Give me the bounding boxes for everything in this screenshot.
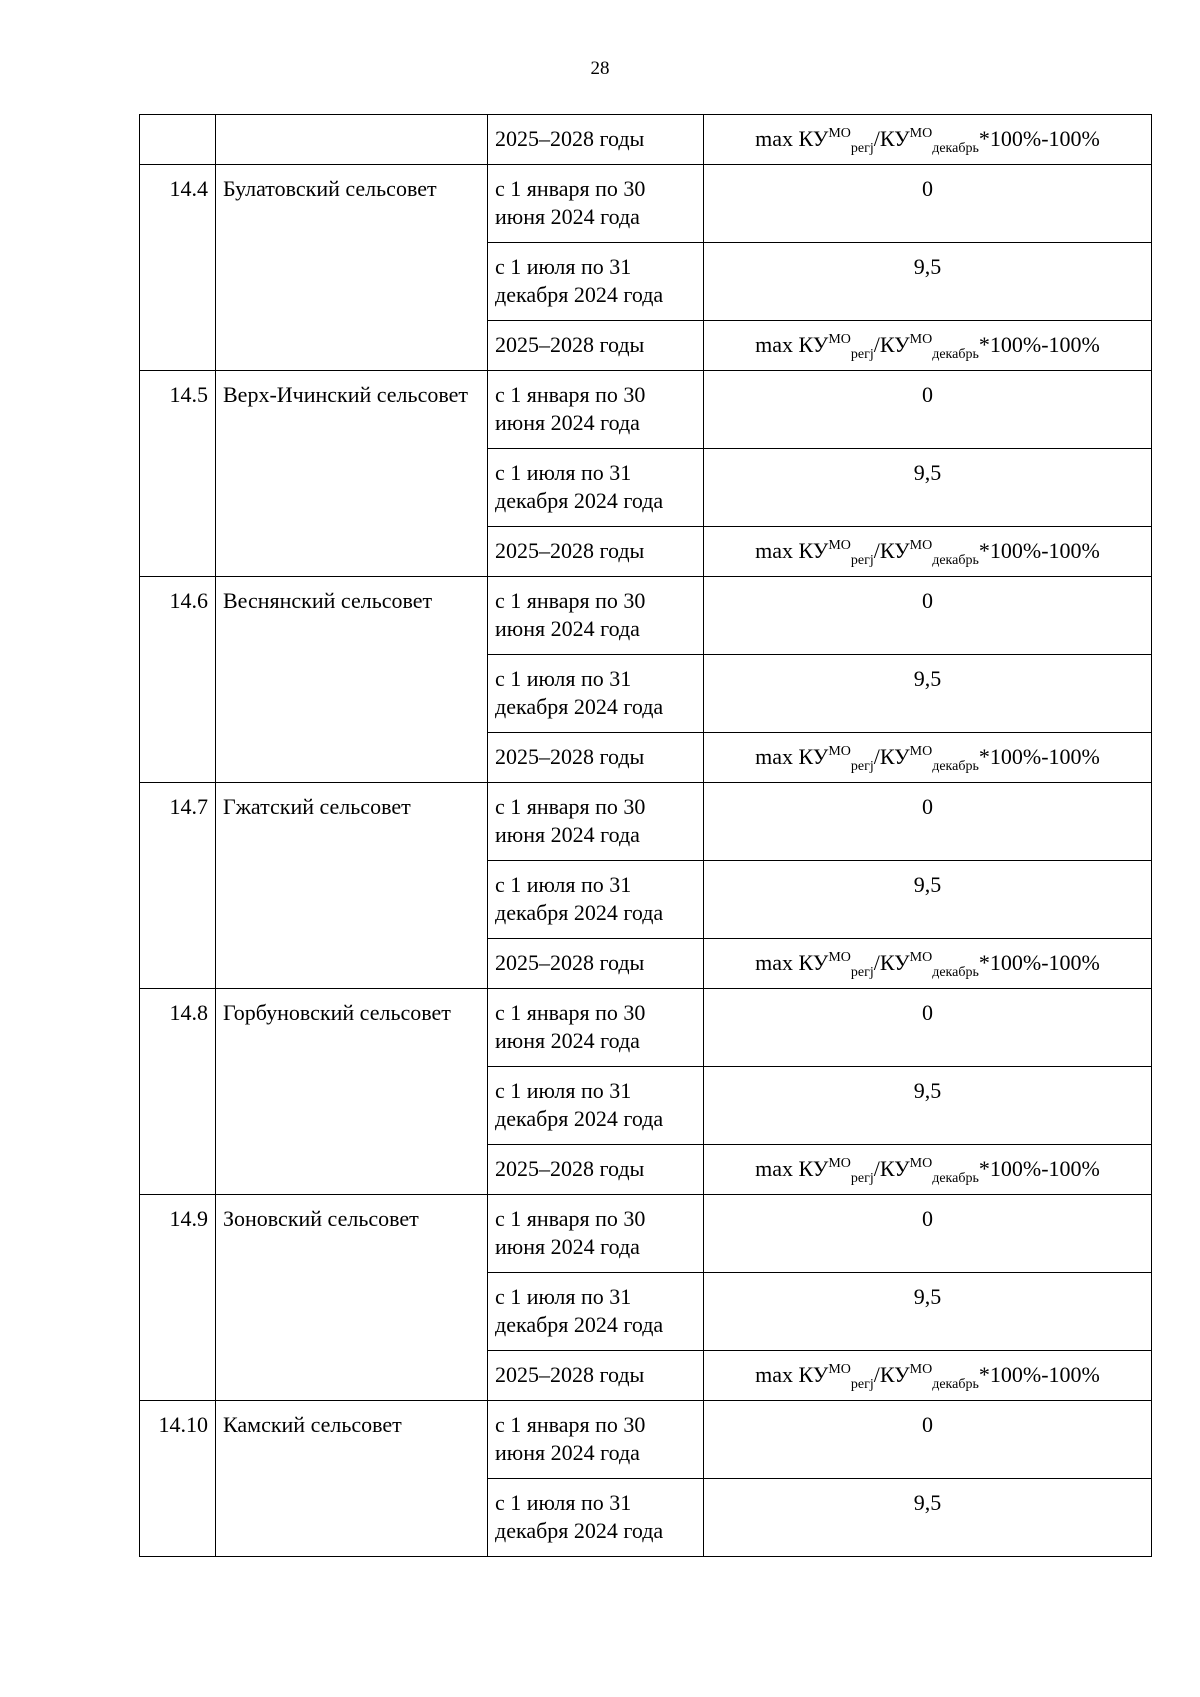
cell-settlement: Булатовский сельсовет <box>216 165 488 371</box>
table-row <box>140 577 1152 655</box>
cell-period: с 1 января по 30 июня 2024 года <box>488 783 704 861</box>
table-row <box>140 1401 1152 1479</box>
formula-divider: /КУ <box>873 1156 910 1181</box>
formula-sub-dec: декабрь <box>932 141 979 156</box>
cell-number: 14.9 <box>140 1195 216 1401</box>
formula-sup-mo: МО <box>828 744 851 759</box>
cell-settlement <box>216 115 488 165</box>
formula-sub-reg: регj <box>850 965 874 980</box>
formula-sub-reg: регj <box>850 553 874 568</box>
cell-period: с 1 июля по 31 декабря 2024 года <box>488 1067 704 1145</box>
formula-sup-mo: МО <box>909 1156 933 1171</box>
formula-sub-reg: регj <box>850 759 874 774</box>
cell-period: 2025–2028 годы <box>488 733 704 783</box>
cell-value: 9,5 <box>704 1479 1152 1557</box>
formula-divider: /КУ <box>873 950 910 975</box>
formula-sub-dec: декабрь <box>932 759 979 774</box>
cell-formula <box>704 115 1152 165</box>
cell-number: 14.5 <box>140 371 216 577</box>
cell-value: 9,5 <box>704 243 1152 321</box>
cell-number: 14.7 <box>140 783 216 989</box>
formula-suffix: *100%-100% <box>978 1362 1100 1387</box>
formula-sup-mo: МО <box>828 1362 851 1377</box>
cell-period: 2025–2028 годы <box>488 321 704 371</box>
formula-sub-reg: регj <box>850 1171 874 1186</box>
cell-value: 9,5 <box>704 1273 1152 1351</box>
formula-divider: /КУ <box>873 1362 910 1387</box>
cell-value: 9,5 <box>704 655 1152 733</box>
cell-period: с 1 января по 30 июня 2024 года <box>488 1401 704 1479</box>
cell-settlement: Гжатский сельсовет <box>216 783 488 989</box>
formula-prefix: max КУ <box>755 126 829 151</box>
cell-number: 14.4 <box>140 165 216 371</box>
formula-sup-mo: МО <box>909 332 933 347</box>
formula-suffix: *100%-100% <box>978 1156 1100 1181</box>
formula-sup-mo: МО <box>828 538 851 553</box>
cell-period: 2025–2028 годы <box>488 1145 704 1195</box>
cell-period: 2025–2028 годы <box>488 527 704 577</box>
formula-sup-mo: МО <box>909 1362 933 1377</box>
formula-prefix: max КУ <box>755 332 829 357</box>
cell-period: 2025–2028 годы <box>488 939 704 989</box>
formula-sup-mo: МО <box>828 332 851 347</box>
table-row <box>140 371 1152 449</box>
cell-settlement: Верх-Ичинский сельсовет <box>216 371 488 577</box>
table-row <box>140 989 1152 1067</box>
cell-formula <box>704 321 1152 371</box>
cell-period: с 1 июля по 31 декабря 2024 года <box>488 449 704 527</box>
cell-formula <box>704 733 1152 783</box>
formula-sub-dec: декабрь <box>932 553 979 568</box>
cell-period: с 1 июля по 31 декабря 2024 года <box>488 861 704 939</box>
formula-divider: /КУ <box>873 538 910 563</box>
formula-sup-mo: МО <box>828 126 851 141</box>
cell-value: 0 <box>704 371 1152 449</box>
cell-value: 0 <box>704 1195 1152 1273</box>
cell-value: 9,5 <box>704 1067 1152 1145</box>
cell-formula <box>704 1145 1152 1195</box>
cell-settlement: Зоновский сельсовет <box>216 1195 488 1401</box>
cell-period: с 1 января по 30 июня 2024 года <box>488 1195 704 1273</box>
formula-sub-reg: регj <box>850 347 874 362</box>
formula-sub-dec: декабрь <box>932 1377 979 1392</box>
formula-prefix: max КУ <box>755 1156 829 1181</box>
cell-formula <box>704 939 1152 989</box>
formula-prefix: max КУ <box>755 538 829 563</box>
formula-sup-mo: МО <box>909 126 933 141</box>
formula-sub-reg: регj <box>850 141 874 156</box>
formula-divider: /КУ <box>873 126 910 151</box>
formula-prefix: max КУ <box>755 1362 829 1387</box>
cell-period: 2025–2028 годы <box>488 1351 704 1401</box>
cell-value: 0 <box>704 577 1152 655</box>
tariff-table-body <box>140 115 1152 1557</box>
cell-number: 14.8 <box>140 989 216 1195</box>
cell-period: с 1 июля по 31 декабря 2024 года <box>488 1479 704 1557</box>
cell-settlement: Камский сельсовет <box>216 1401 488 1557</box>
cell-period: с 1 июля по 31 декабря 2024 года <box>488 243 704 321</box>
formula-sub-reg: регj <box>850 1377 874 1392</box>
formula-sup-mo: МО <box>909 744 933 759</box>
cell-period: 2025–2028 годы <box>488 115 704 165</box>
cell-period: с 1 января по 30 июня 2024 года <box>488 165 704 243</box>
formula-suffix: *100%-100% <box>978 332 1100 357</box>
formula-suffix: *100%-100% <box>978 126 1100 151</box>
formula-sup-mo: МО <box>828 950 851 965</box>
table-row <box>140 165 1152 243</box>
formula-suffix: *100%-100% <box>978 744 1100 769</box>
table-row <box>140 783 1152 861</box>
formula-prefix: max КУ <box>755 744 829 769</box>
formula-sup-mo: МО <box>909 538 933 553</box>
formula-sub-dec: декабрь <box>932 965 979 980</box>
cell-value: 9,5 <box>704 449 1152 527</box>
cell-value: 0 <box>704 1401 1152 1479</box>
table-row <box>140 1195 1152 1273</box>
cell-period: с 1 января по 30 июня 2024 года <box>488 989 704 1067</box>
cell-period: с 1 января по 30 июня 2024 года <box>488 577 704 655</box>
formula-suffix: *100%-100% <box>978 950 1100 975</box>
table-row-continued <box>140 115 1152 165</box>
cell-value: 0 <box>704 783 1152 861</box>
formula-divider: /КУ <box>873 744 910 769</box>
cell-number: 14.6 <box>140 577 216 783</box>
formula-sup-mo: МО <box>828 1156 851 1171</box>
cell-value: 0 <box>704 989 1152 1067</box>
formula-prefix: max КУ <box>755 950 829 975</box>
page-number: 28 <box>590 58 610 79</box>
cell-number <box>140 115 216 165</box>
formula-sub-dec: декабрь <box>932 347 979 362</box>
cell-value: 0 <box>704 165 1152 243</box>
cell-formula <box>704 1351 1152 1401</box>
cell-number: 14.10 <box>140 1401 216 1557</box>
formula-sub-dec: декабрь <box>932 1171 979 1186</box>
cell-period: с 1 июля по 31 декабря 2024 года <box>488 1273 704 1351</box>
tariff-table <box>139 114 1152 1557</box>
formula-divider: /КУ <box>873 332 910 357</box>
cell-settlement: Горбуновский сельсовет <box>216 989 488 1195</box>
cell-period: с 1 июля по 31 декабря 2024 года <box>488 655 704 733</box>
formula-suffix: *100%-100% <box>978 538 1100 563</box>
cell-period: с 1 января по 30 июня 2024 года <box>488 371 704 449</box>
cell-formula <box>704 527 1152 577</box>
formula-sup-mo: МО <box>909 950 933 965</box>
cell-value: 9,5 <box>704 861 1152 939</box>
cell-settlement: Веснянский сельсовет <box>216 577 488 783</box>
